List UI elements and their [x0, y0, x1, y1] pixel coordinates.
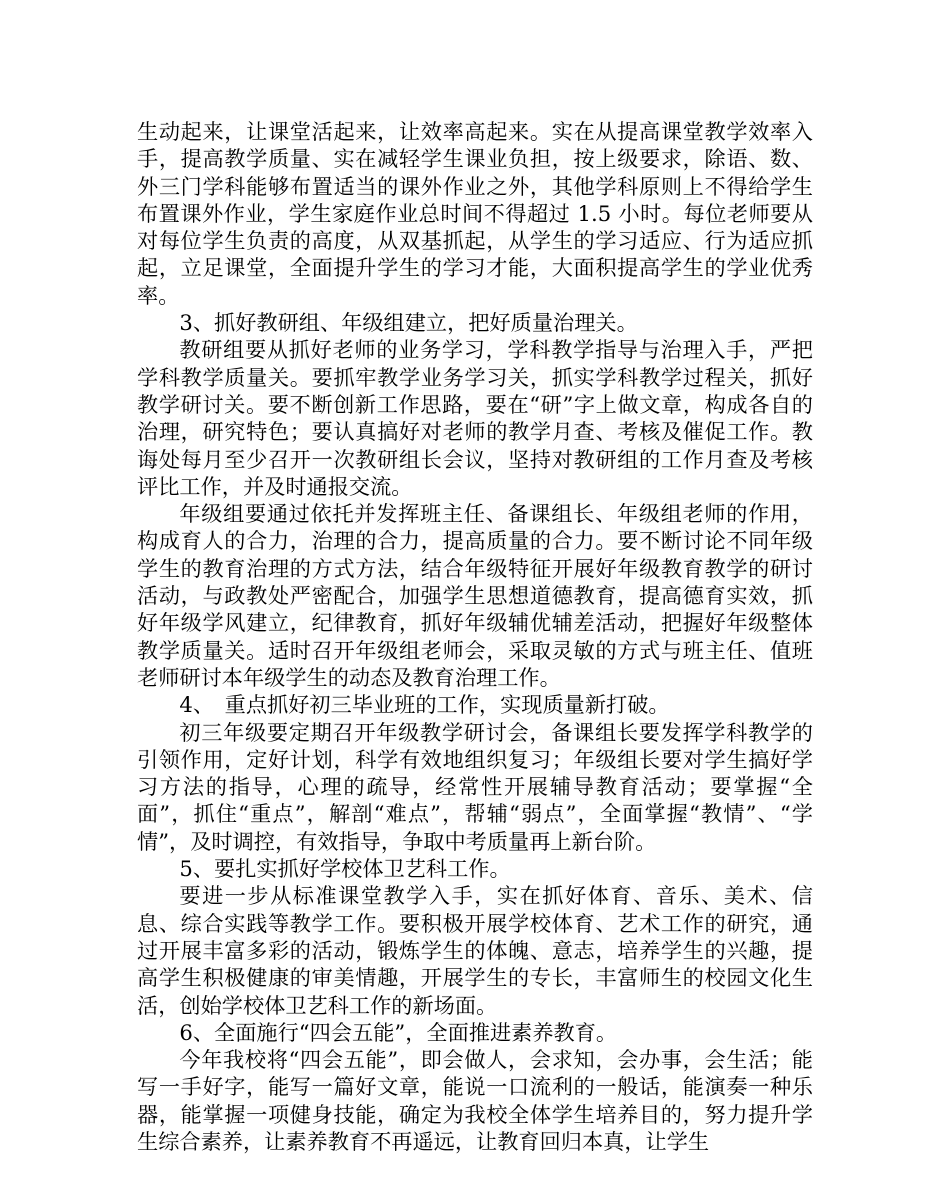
- section-heading-3: 3、抓好教研组、年级组建立，把好质量治理关。: [179, 310, 638, 336]
- paragraph-teaching-research-group: 教研组要从抓好老师的业务学习，学科教学指导与治理入手，严把学科教学质量关。要抓牢教学业务学习关，抓实学科教学过程关，抓好教学研讨关。要不断创新工作思路，要在“研”字上做文章，构成各自的治理，研究特色；要认真搞好对老师的教学月查、考核及催促工作。教诲处每月至少召开一次教研组长会议，坚持对教研组的工作月查及考核评比工作，并及时通报交流。: [137, 337, 813, 499]
- section-heading-4: 4、 重点抓好初三毕业班的工作，实现质量新打破。: [179, 692, 670, 718]
- section-heading-5: 5、要扎实抓好学校体卫艺科工作。: [179, 856, 511, 882]
- paragraph-grade-nine: 初三年级要定期召开年级教学研讨会，备课组长要发挥学科教学的引领作用，定好计划，科学有效地组织复习；年级组长要对学生搞好学习方法的指导，心理的疏导，经常性开展辅导教育活动；要掌握“全面”，抓住“重点”，解剖“难点”，帮辅“弱点”，全面掌握“教情”、“学情”，及时调控，有效指导，争取中考质量再上新台阶。: [137, 719, 813, 854]
- paragraph-four-skills-five-abilities: 今年我校将“四会五能”，即会做人，会求知，会办事，会生活；能写一手好字，能写一篇好文章，能说一口流利的一般话，能演奏一种乐器，能掌握一项健身技能，确定为我校全体学生培养目的，努力提升学生综合素养，让素养教育不再遥远，让教育回归本真，让学生: [137, 1047, 813, 1154]
- paragraph-grade-group: 年级组要通过依托并发挥班主任、备课组长、年级组老师的作用，构成育人的合力，治理的合力，提高质量的合力。要不断讨论不同年级学生的教育治理的方式方法，结合年级特征开展好年级教育教学的研讨活动，与政教处严密配合，加强学生思想道德教育，提高德育实效，抓好年级学风建立，纪律教育，抓好年级辅优辅差活动，把握好年级整体教学质量关。适时召开年级组老师会，采取灵敏的方式与班主任、值班老师研讨本年级学生的动态及教育治理工作。: [137, 501, 813, 690]
- paragraph-continuation: 生动起来，让课堂活起来，让效率高起来。实在从提高课堂教学效率入手，提高教学质量、实在减轻学生课业负担，按上级要求，除语、数、外三门学科能够布置适当的课外作业之外，其他学科原则上不得给学生布置课外作业，学生家庭作业总时间不得超过 1.5 小时。每位老师要从对每位学生负责的高度，从双基抓起，从学生的学习适应、行为适应抓起，立足课堂，全面提升学生的学习才能，大面积提高学生的学业优秀率。: [137, 119, 813, 308]
- section-heading-6: 6、全面施行“四会五能”，全面推进素养教育。: [179, 1019, 618, 1045]
- paragraph-pe-arts-science: 要进一步从标准课堂教学入手，实在抓好体育、音乐、美术、信息、综合实践等教学工作。要积极开展学校体育、艺术工作的研究，通过开展丰富多彩的活动，锻炼学生的体魄、意志，培养学生的兴趣，提高学生积极健康的审美情趣，开展学生的专长，丰富师生的校园文化生活，创始学校体卫艺科工作的新场面。: [137, 883, 813, 1018]
- document-page: [137, 118, 813, 1155]
